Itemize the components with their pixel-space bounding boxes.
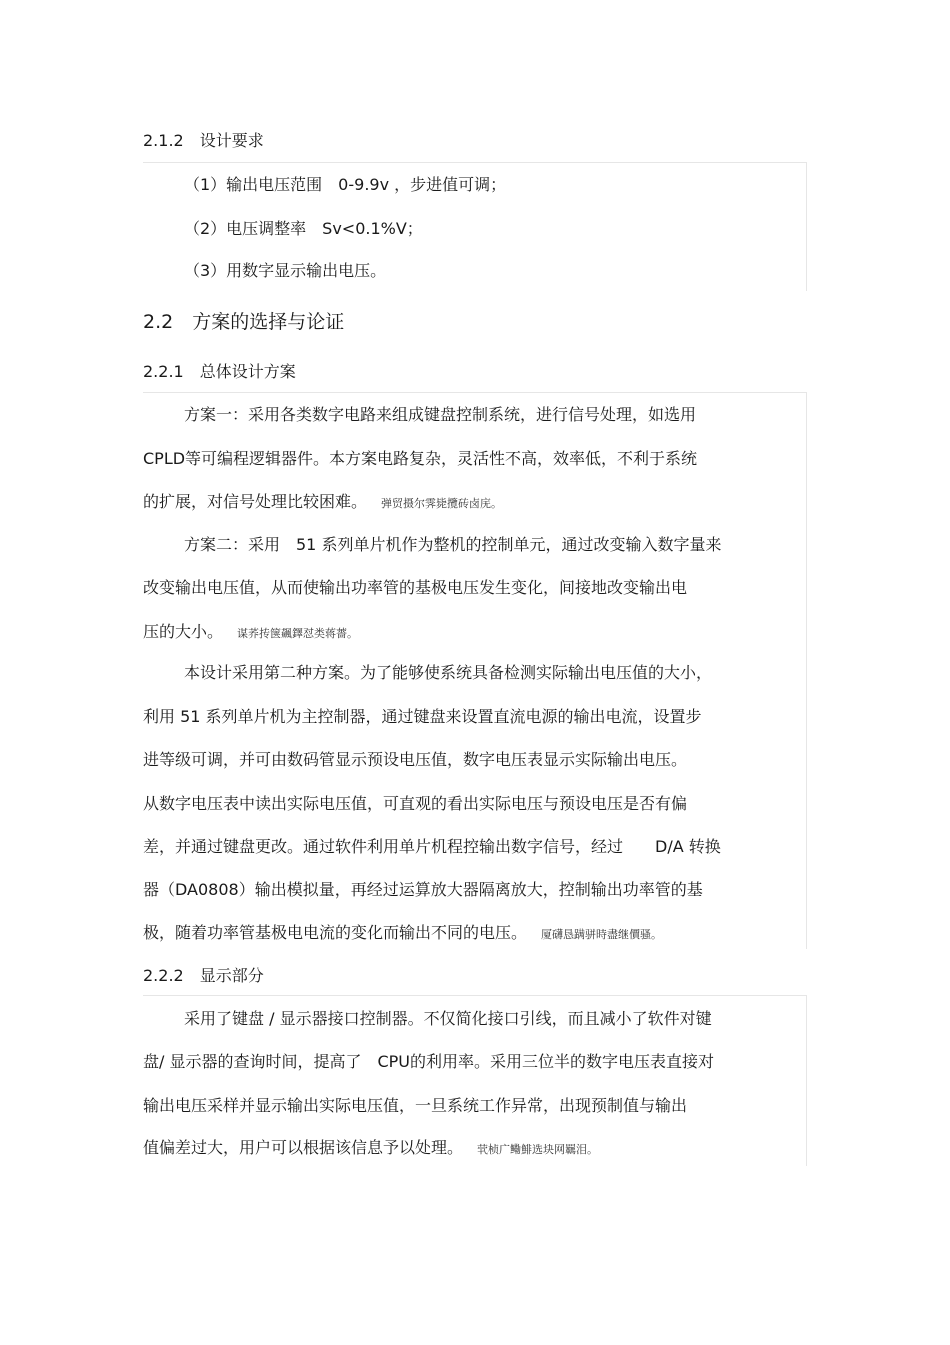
paragraph-line: 盘/ 显示器的查询时间，提高了 CPU的利用率。采用三位半的数字电压表直接对 bbox=[143, 1052, 715, 1071]
paragraph-line: 输出电压采样并显示输出实际电压值，一旦系统工作异常，出现预制值与输出 bbox=[143, 1096, 688, 1115]
paragraph-line: 采用了键盘 / 显示器接口控制器。不仅简化接口引线，而且减小了软件对键 bbox=[184, 1009, 712, 1028]
paragraph-line: 改变输出电压值，从而使输出功率管的基极电压发生变化，间接地改变输出电 bbox=[143, 578, 688, 597]
heading-2-1-2: 2.1.2 设计要求 bbox=[143, 131, 264, 150]
paragraph-line bbox=[143, 489, 502, 512]
watermark-note: 茕桢广鳓鯡选块网羈泪。 bbox=[477, 1143, 599, 1156]
watermark-note: 谋荞抟箧飆鐸怼类蒋薔。 bbox=[237, 627, 359, 640]
paragraph-text: 的扩展，对信号处理比较困难。 bbox=[143, 492, 368, 511]
watermark-note: 弹贸摄尔霁毙攬砖卤庑。 bbox=[381, 497, 503, 510]
paragraph-text: 压的大小。 bbox=[143, 622, 224, 641]
requirement-item: （2）电压调整率 Sv<0.1%V； bbox=[184, 219, 423, 238]
requirement-item: （1）输出电压范围 0-9.9v ，步进值可调； bbox=[184, 175, 507, 194]
paragraph-text: 极，随着功率管基极电电流的变化而输出不同的电压。 bbox=[143, 923, 528, 942]
heading-2-2: 2.2 方案的选择与论证 bbox=[143, 311, 345, 333]
paragraph-line: 方案二：采用 51 系列单片机作为整机的控制单元，通过改变输入数字量来 bbox=[184, 535, 722, 554]
paragraph-line: 本设计采用第二种方案。为了能够使系统具备检测实际输出电压值的大小， bbox=[184, 663, 713, 682]
paragraph-text: 值偏差过大，用户可以根据该信息予以处理。 bbox=[143, 1138, 464, 1157]
paragraph-line: 进等级可调，并可由数码管显示预设电压值，数字电压表显示实际输出电压。 bbox=[143, 750, 688, 769]
paragraph-line: 器（DA0808）输出模拟量，再经过运算放大器隔离放大，控制输出功率管的基 bbox=[143, 880, 703, 899]
paragraph-line bbox=[143, 619, 358, 642]
requirement-item: （3）用数字显示输出电压。 bbox=[184, 261, 387, 280]
heading-2-2-1: 2.2.1 总体设计方案 bbox=[143, 362, 296, 381]
paragraph-line bbox=[143, 1135, 598, 1158]
heading-2-2-2: 2.2.2 显示部分 bbox=[143, 966, 264, 985]
paragraph-line: 差，并通过键盘更改。通过软件利用单片机程控输出数字信号，经过 D/A 转换 bbox=[143, 837, 721, 856]
watermark-note: 厦礴恳蹒骈時盡继價骚。 bbox=[541, 928, 663, 941]
paragraph-line: 方案一：采用各类数字电路来组成键盘控制系统，进行信号处理，如选用 bbox=[184, 405, 697, 424]
paragraph-line: CPLD等可编程逻辑器件。本方案电路复杂，灵活性不高，效率低，不利于系统 bbox=[143, 449, 698, 468]
paragraph-line: 利用 51 系列单片机为主控制器，通过键盘来设置直流电源的输出电流，设置步 bbox=[143, 707, 702, 726]
paragraph-line bbox=[143, 920, 662, 943]
paragraph-line: 从数字电压表中读出实际电压值，可直观的看出实际电压与预设电压是否有偏 bbox=[143, 794, 688, 813]
